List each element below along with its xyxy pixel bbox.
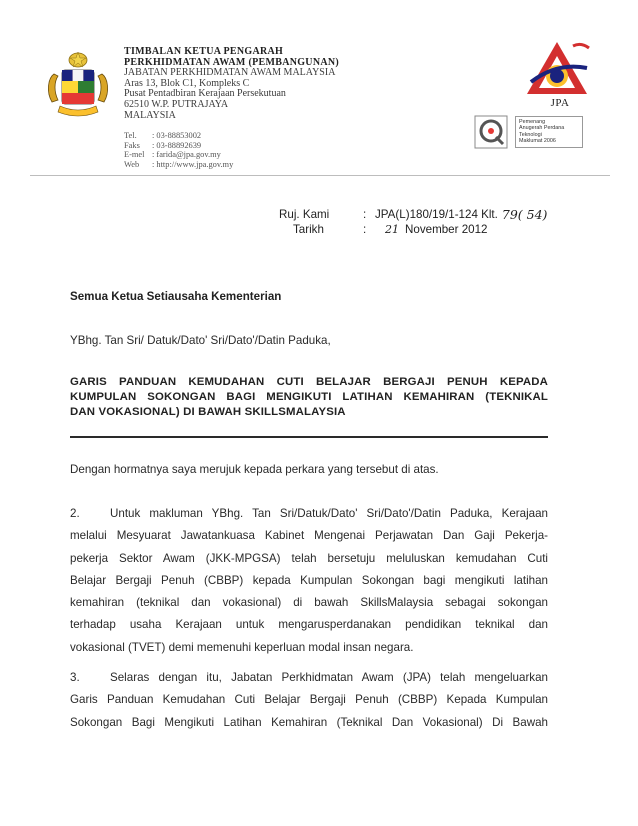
- paragraph-line: Sokongan Bagi Mengikuti Latihan Kemahiran (Teknikal Dan Vokasional) Di Bawah: [70, 715, 548, 729]
- reference-row: [279, 207, 599, 222]
- address-line: Pusat Pentadbiran Kerajaan Persekutuan: [124, 88, 286, 100]
- paragraph-line-text: Untuk makluman YBhg. Tan Sri/Datuk/Dato' Sri/Dato'/Datin Paduka, Kerajaan: [110, 507, 548, 520]
- contact-row: [124, 160, 294, 170]
- opening-paragraph: [70, 459, 548, 481]
- contact-value: : 03-88892639: [152, 140, 202, 150]
- address-line: MALAYSIA: [124, 109, 176, 121]
- contact-value: : http://www.jpa.gov.my: [152, 159, 234, 169]
- contact-label: E-mel: [124, 150, 145, 160]
- date-handwritten-day: 21: [385, 223, 399, 236]
- paragraph-line: Garis Panduan Kemudahan Cuti Belajar Bergaji Penuh (CBBP) Kepada Kumpulan: [70, 693, 548, 707]
- paragraph-line: terhadap usaha Kerajaan untuk mengarusperdanakan pendidikan teknikal dan: [70, 618, 548, 632]
- date-label: Tarikh: [293, 223, 324, 236]
- letterhead-divider: [30, 175, 610, 176]
- salutation: YBhg. Tan Sri/ Datuk/Dato' Sri/Dato'/Datin Paduka,: [70, 334, 331, 347]
- paragraph-line: melalui Mesyuarat Jawatankuasa Kabinet Mengenai Perjawatan Dan Gaji Pekerja-: [70, 529, 548, 543]
- reference-handwritten: 79( 54): [501, 207, 548, 222]
- contact-row: [124, 150, 294, 160]
- paragraph-line: pekerja Sektor Awam (JKK-MPGSA) telah bersetuju meluluskan kemudahan Cuti: [70, 551, 548, 565]
- award-line: Pemenang: [519, 119, 546, 125]
- contact-value: : 03-88853002: [152, 131, 202, 140]
- paragraph-line: Belajar Bergaji Penuh (CBBP) kepada Kumpulan Sokongan bagi mengikuti latihan: [70, 573, 548, 587]
- address-line: Aras 13, Blok C1, Kompleks C: [124, 77, 250, 89]
- contact-label: Web: [124, 159, 140, 169]
- contact-label: Faks: [124, 140, 140, 150]
- office-title-line: PERKHIDMATAN AWAM (PEMBANGUNAN): [124, 56, 340, 68]
- paragraph-line: vokasional (TVET) demi memenuhi keperluan modal insan negara.: [70, 640, 414, 654]
- paragraph-number: 3.: [70, 671, 80, 684]
- contact-block: [124, 131, 294, 169]
- reference-number: JPA(L)180/19/1-124 Klt.: [375, 208, 498, 221]
- paragraph-line: [70, 503, 548, 525]
- paragraph-3: [70, 667, 548, 734]
- malaysia-coat-of-arms-icon: [38, 48, 118, 120]
- reference-block: [279, 207, 599, 237]
- reference-label: Ruj. Kami: [279, 208, 330, 221]
- reference-separator: :: [363, 208, 367, 221]
- contact-label: Tel.: [124, 131, 137, 140]
- letterhead-text: [124, 47, 394, 121]
- paragraph-line: [70, 667, 548, 689]
- award-line: Teknologi: [519, 131, 542, 138]
- subject-underline: [70, 436, 548, 438]
- paragraph-line: Dengan hormatnya saya merujuk kepada perkara yang tersebut di atas.: [70, 463, 439, 476]
- award-line: Anugerah Perdana: [519, 125, 565, 132]
- award-badge: [473, 113, 588, 151]
- subject-line: KUMPULAN SOKONGAN BAGI MENGIKUTI LATIHAN KEMAHIRAN (TEKNIKAL: [70, 391, 548, 404]
- subject-line: GARIS PANDUAN KEMUDAHAN CUTI BELAJAR BERGAJI PENUH KEPADA: [70, 376, 548, 388]
- jpa-logo-label: JPA: [550, 97, 570, 109]
- addressee: Semua Ketua Setiausaha Kementerian: [70, 290, 282, 303]
- date-separator: :: [363, 223, 367, 236]
- subject-heading: [70, 375, 548, 421]
- office-title-line: TIMBALAN KETUA PENGARAH: [124, 46, 284, 57]
- address-line: 62510 W.P. PUTRAJAYA: [124, 98, 229, 110]
- paragraph-line-text: Selaras dengan itu, Jabatan Perkhidmatan Awam (JPA) telah mengeluarkan: [110, 671, 548, 684]
- address-line: JABATAN PERKHIDMATAN AWAM MALAYSIA: [124, 67, 336, 79]
- subject-line: DAN VOKASIONAL) DI BAWAH SKILLSMALAYSIA: [70, 406, 346, 419]
- award-line: Maklumat 2006: [519, 137, 556, 144]
- paragraph-number: 2.: [70, 507, 80, 520]
- paragraph-line: kemahiran (teknikal dan vokasional) di bawah SkillsMalaysia sebagai sokongan: [70, 596, 548, 610]
- contact-row: [124, 131, 294, 141]
- award-text-box: [515, 116, 583, 148]
- date-row: [279, 222, 599, 237]
- date-value: November 2012: [405, 223, 488, 236]
- paragraph-2: [70, 503, 548, 659]
- award-emblem-icon: [473, 114, 509, 150]
- contact-row: [124, 141, 294, 151]
- contact-value: : farida@jpa.gov.my: [152, 150, 221, 160]
